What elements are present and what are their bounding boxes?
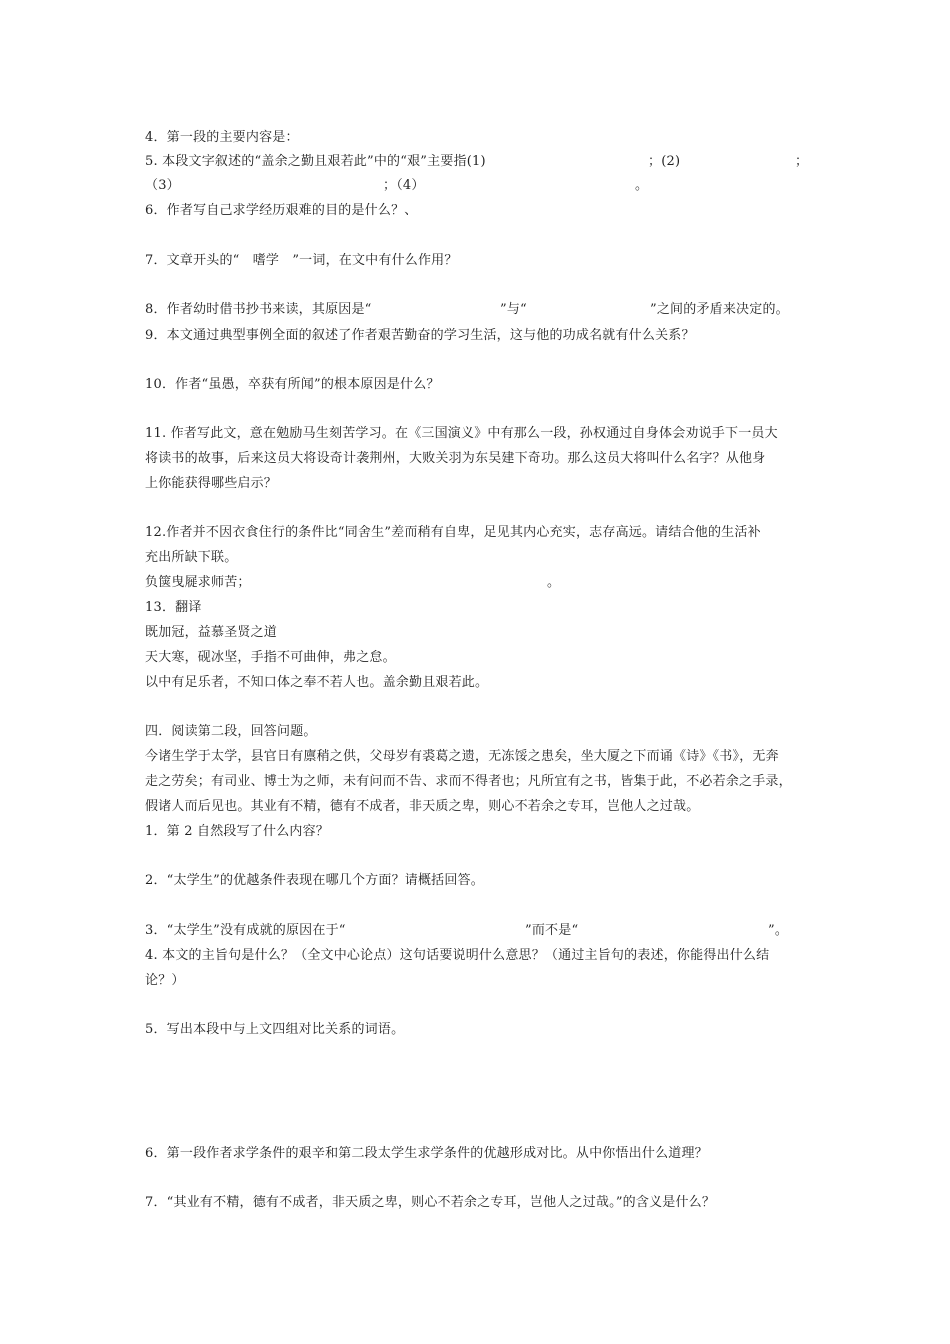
question-5-end: 。: [635, 178, 649, 193]
question-12-line: 12.作者并不因衣食住行的条件比“同舍生”差而稍有自卑，足见其内心充实，志存高远。请结合他的生活补: [145, 525, 761, 540]
question-6: 6．作者写自己求学经历艰难的目的是什么？、: [145, 203, 418, 218]
question-9: 9．本文通过典型事例全面的叙述了作者艰苦勤奋的学习生活，这与他的功成名就有什么关系？: [145, 328, 695, 343]
question-8-text-b: ”与“: [500, 302, 527, 317]
sub-question-7: 7．“其业有不精，德有不成者，非天质之卑，则心不若余之专耳，岂他人之过哉。”的含义是什么？: [145, 1195, 716, 1210]
question-11-line: 11. 作者写此文，意在勉励马生刻苦学习。在《三国演义》中有那么一段，孙权通过自身体会劝说手下一员大: [145, 426, 778, 441]
passage-line: 走之劳矣；有司业、博士为之师，未有问而不告、求而不得者也；凡所宜有之书，皆集于此，不必若余之手录，: [145, 774, 792, 789]
sub-question-3-text-c: ”。: [768, 923, 789, 938]
passage-line: 假诸人而后见也。其业有不精，德有不成者，非天质之卑，则心不若余之专耳，岂他人之过哉。: [145, 799, 700, 814]
passage-line: 今诸生学于太学，县官日有廪稍之供，父母岁有裘葛之遗，无冻馁之患矣，坐大厦之下而诵《诗》《书》，无奔: [145, 749, 779, 764]
sub-question-4-line: 4. 本文的主旨句是什么？（全文中心论点）这句话要说明什么意思？（通过主旨句的表述，你能得出什么结: [145, 948, 770, 963]
couplet-line: [145, 575, 565, 591]
question-4: 4．第一段的主要内容是：: [145, 130, 299, 145]
couplet-end: 。: [547, 575, 561, 590]
question-8: [145, 302, 807, 318]
question-5-line-1: [145, 154, 809, 170]
sub-question-3-text-b: ”而不是“: [525, 923, 579, 938]
question-7: 7．文章开头的“ 嗜学 ”一词，在文中有什么作用？: [145, 253, 458, 268]
question-8-text-c: ”之间的矛盾来决定的。: [650, 302, 789, 317]
couplet-upper: 负箧曳屣求师苦；: [145, 575, 251, 590]
question-5-blank-3-label: （3）: [145, 178, 180, 193]
sub-question-2: 2．“太学生”的优越条件表现在哪几个方面？请概括回答。: [145, 873, 484, 888]
question-10: 10．作者“虽愚，卒获有所闻”的根本原因是什么？: [145, 377, 440, 392]
question-5-line-2: [145, 178, 805, 194]
translation-item: 以中有足乐者，不知口体之奉不若人也。盖余勤且艰若此。: [145, 675, 489, 690]
sub-question-3: [145, 923, 795, 939]
sub-question-5: 5．写出本段中与上文四组对比关系的词语。: [145, 1022, 405, 1037]
question-5-blank-4-label: ；（4）: [383, 178, 425, 193]
question-13-title: 13．翻译: [145, 600, 202, 615]
translation-item: 既加冠，益慕圣贤之道: [145, 625, 278, 640]
sub-question-1: 1．第 2 自然段写了什么内容？: [145, 824, 330, 839]
question-5-separator: ；: [795, 154, 809, 169]
question-8-text-a: 8．作者幼时借书抄书来读，其原因是“: [145, 302, 372, 317]
section-4-heading: 四．阅读第二段，回答问题。: [145, 724, 317, 739]
sub-question-4-line: 论？）: [145, 973, 185, 988]
question-5-text: 5. 本段文字叙述的“盖余之勤且艰若此”中的“艰”主要指(1): [145, 154, 486, 169]
sub-question-3-text-a: 3．“太学生”没有成就的原因在于“: [145, 923, 346, 938]
translation-item: 天大寒，砚冰坚，手指不可曲伸，弗之怠。: [145, 650, 396, 665]
sub-question-6: 6．第一段作者求学条件的艰辛和第二段太学生求学条件的优越形成对比。从中你悟出什么道理？: [145, 1146, 708, 1161]
question-11-line: 上你能获得哪些启示？: [145, 476, 278, 491]
question-12-line: 充出所缺下联。: [145, 550, 238, 565]
question-5-blank-2-label: ；(2): [648, 154, 681, 169]
question-11-line: 将读书的故事，后来这员大将设奇计袭荆州，大败关羽为东吴建下奇功。那么这员大将叫什么名字？从他身: [145, 451, 766, 466]
